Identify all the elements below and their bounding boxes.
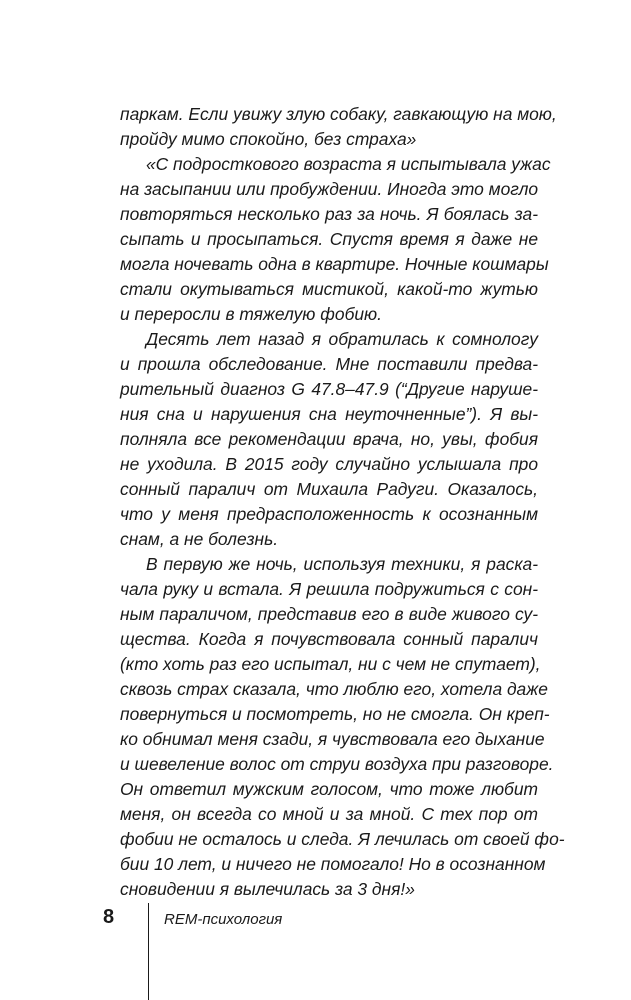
text-line: ния сна и нарушения сна неуточненные”). Я вы- bbox=[120, 404, 538, 424]
page-number: 8 bbox=[103, 906, 115, 928]
text-line: что у меня предрасположенность к осознанным bbox=[120, 504, 538, 524]
text-line: пройду мимо спокойно, без страха» bbox=[120, 129, 417, 149]
text-line: и шевеление волос от струи воздуха при разговоре. bbox=[120, 754, 554, 774]
text-line: сыпать и просыпаться. Спустя время я даже не bbox=[120, 229, 538, 249]
text-line: снам, а не болезнь. bbox=[120, 529, 279, 549]
text-line: «С подросткового возраста я испытывала ужас bbox=[146, 154, 551, 174]
text-line: щества. Когда я почувствовала сонный паралич bbox=[120, 629, 538, 649]
text-line: не уходила. В 2015 году случайно услышала про bbox=[120, 454, 538, 474]
text-line: (кто хоть раз его испытал, ни с чем не спутает), bbox=[120, 654, 541, 674]
page-body bbox=[120, 102, 565, 902]
text-line: сквозь страх сказала, что люблю его, хотела даже bbox=[120, 679, 548, 699]
text-line: ным параличом, представив его в виде живого су- bbox=[120, 604, 538, 624]
text-line: стали окутываться мистикой, какой-то жутью bbox=[120, 279, 538, 299]
running-title: REM-психология bbox=[164, 911, 283, 928]
text-line: паркам. Если увижу злую собаку, гавкающую на мою, bbox=[120, 104, 557, 124]
text-line: ко обнимал меня сзади, я чувствовала его дыхание bbox=[120, 729, 545, 749]
text-line: Десять лет назад я обратилась к сомнологу bbox=[146, 329, 538, 349]
text-line: и переросли в тяжелую фобию. bbox=[120, 304, 382, 324]
text-line: бии 10 лет, и ничего не помогало! Но в осознанном bbox=[120, 854, 546, 874]
text-line: и прошла обследование. Мне поставили предва- bbox=[120, 354, 538, 374]
text-line: полняла все рекомендации врача, но, увы, фобия bbox=[120, 429, 538, 449]
text-line: на засыпании или пробуждении. Иногда это могло bbox=[120, 179, 539, 199]
text-line: сновидении я вылечилась за 3 дня!» bbox=[120, 879, 415, 899]
text-line: меня, он всегда со мной и за мной. С тех пор от bbox=[120, 804, 538, 824]
text-line: рительный диагноз G 47.8–47.9 (“Другие наруше- bbox=[120, 379, 538, 399]
text-line: повторяться несколько раз за ночь. Я боялась за- bbox=[120, 204, 538, 224]
text-line: В первую же ночь, используя техники, я раска- bbox=[146, 554, 538, 574]
text-line: сонный паралич от Михаила Радуги. Оказалось, bbox=[120, 479, 538, 499]
footer-divider bbox=[148, 903, 149, 1000]
text-line: могла ночевать одна в квартире. Ночные кошмары bbox=[120, 254, 549, 274]
text-line: чала руку и встала. Я решила подружиться с сон- bbox=[120, 579, 538, 599]
text-line: фобии не осталось и следа. Я лечилась от своей фо- bbox=[120, 829, 565, 849]
text-line: повернуться и посмотреть, но не смогла. Он креп- bbox=[120, 704, 550, 724]
text-line: Он ответил мужским голосом, что тоже любит bbox=[120, 779, 538, 799]
